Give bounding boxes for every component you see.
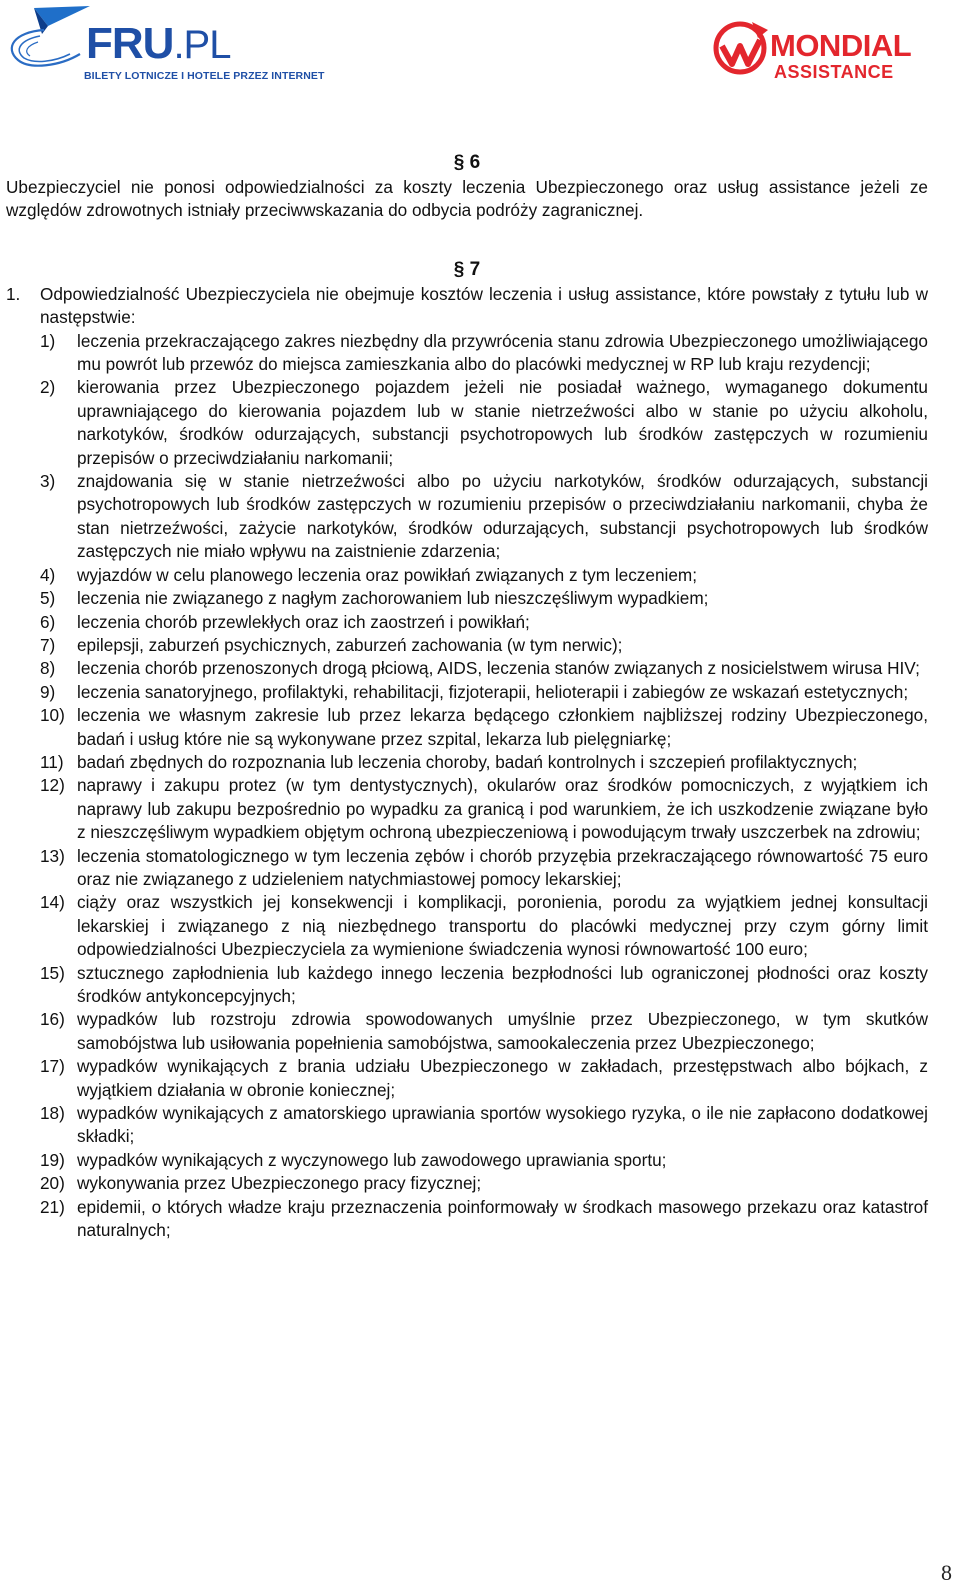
list-item-number: 16)	[40, 1009, 65, 1030]
mondial-brand: MONDIAL	[770, 28, 912, 63]
list-item	[40, 681, 928, 704]
fru-pl-logo	[4, 4, 324, 82]
list-item-number: 20)	[40, 1173, 65, 1194]
list-item-text: leczenia chorób przenoszonych drogą płciową, AIDS, leczenia stanów związanych z nosicielstwem wirusa HIV;	[77, 658, 920, 679]
list-item-number: 5)	[40, 588, 56, 609]
list-item-text: sztucznego zapłodnienia lub każdego innego leczenia bezpłodności lub ograniczonej płodności oraz koszty środków antykoncepcyjnych;	[77, 962, 928, 1006]
list-item-number: 15)	[40, 962, 65, 983]
list-item	[40, 564, 928, 587]
list-item-text: wypadków wynikających z brania udziału Ubezpieczonego w zakładach, przestępstwach albo bójkach, z wyjątkiem działania w obronie koniecznej;	[77, 1056, 928, 1100]
section-7-heading: § 7	[453, 258, 481, 280]
list-item-text: badań zbędnych do rozpoznania lub leczenia choroby, badań kontrolnych i szczepień profilaktycznych;	[77, 751, 858, 772]
list-item-number: 1)	[40, 330, 56, 351]
mondial-globe-icon	[712, 18, 770, 76]
list-item-number: 2)	[40, 377, 56, 398]
list-item-number: 18)	[40, 1103, 65, 1124]
list-item-text: kierowania przez Ubezpieczonego pojazdem jeżeli nie posiadał ważnego, wymaganego dokumentu uprawniającego do kierowania pojazdem lub w stanie nietrzeźwości albo w stanie po użyciu alkoholu, narkotyków, środków odurzających, substancji psychotropowych lub środków zastępczych w rozumieniu przepisów o przeciwdziałaniu narkomanii;	[77, 377, 928, 468]
list-item	[40, 657, 928, 680]
list-item-number: 9)	[40, 681, 56, 702]
fru-brand: FRU.PL	[86, 19, 231, 68]
list-item-number: 17)	[40, 1056, 65, 1077]
mondial-assistance-logo	[712, 14, 952, 86]
list-item	[40, 1196, 928, 1243]
section-6-heading: § 6	[453, 152, 481, 173]
list-item	[40, 704, 928, 751]
list-item-number: 4)	[40, 564, 56, 585]
list-item	[40, 634, 928, 657]
intro-text: Odpowiedzialność Ubezpieczyciela nie obejmuje kosztów leczenia i usług assistance, które powstały z tytułu lub w następstwie:	[40, 283, 928, 328]
list-item	[40, 1008, 928, 1055]
list-item	[40, 587, 928, 610]
list-item-text: wypadków wynikających z wyczynowego lub zawodowego uprawiania sportu;	[77, 1149, 667, 1170]
list-item	[40, 470, 928, 564]
list-item-number: 14)	[40, 892, 65, 913]
list-item-text: wyjazdów w celu planowego leczenia oraz powikłań związanych z tym leczeniem;	[77, 564, 697, 585]
list-item-text: znajdowania się w stanie nietrzeźwości albo po użyciu narkotyków, środków odurzających, substancji psychotropowych lub środków zastępczych w rozumieniu przepisów o przeciwdziałaniu narkomanii, chyba że stan nietrzeźwości, zażycie narkotyków, środków odurzających, substancji psychotropowych lub środków zastępczych nie miało wpływu na zaistnienie zdarzenia;	[77, 471, 928, 562]
list-item	[40, 1149, 928, 1172]
list-item-text: wykonywania przez Ubezpieczonego pracy fizycznej;	[77, 1173, 482, 1194]
list-item-text: naprawy i zakupu protez (w tym dentystycznych), okularów oraz środków pomocniczych, z wyjątkiem ich naprawy lub zakupu bezpośrednio po wypadku za granicą i pod warunkiem, że ich uszkodzenie związane było z nieszczęśliwym wypadkiem objętym ochroną ubezpieczeniową i powodującym trwały uszczerbek na zdrowiu;	[77, 775, 928, 843]
list-item-number: 19)	[40, 1149, 65, 1170]
list-item-text: leczenia stomatologicznego w tym leczenia zębów i chorób przyzębia przekraczającego równowartość 75 euro oraz nie związanego z udzieleniem natychmiastowej pomocy lekarskiej;	[77, 845, 928, 889]
list-item-number: 12)	[40, 775, 65, 796]
list-item-text: epilepsji, zaburzeń psychicznych, zaburzeń zachowania (w tym nerwic);	[77, 634, 623, 655]
assistance-brand: ASSISTANCE	[774, 62, 894, 82]
list-item-number: 10)	[40, 705, 65, 726]
spacer	[6, 223, 928, 257]
exclusion-list	[40, 330, 928, 1243]
list-item	[40, 1172, 928, 1195]
list-item-text: leczenia przekraczającego zakres niezbędny dla przywrócenia stanu zdrowia Ubezpieczonego umożliwiającego mu powrót lub przewóz do miejsca zamieszkania albo do placówki medycznej w RP lub kraju rezydencji;	[77, 330, 928, 375]
list-item-text: wypadków wynikających z amatorskiego uprawiania sportów wysokiego ryzyka, o ile nie zapłacono dodatkowej składki;	[77, 1103, 928, 1147]
list-item-number: 8)	[40, 658, 56, 679]
list-item	[40, 376, 928, 470]
list-item	[40, 611, 928, 634]
list-item-text: epidemii, o których władze kraju przeznaczenia poinformowały w środkach masowego przekazu oraz katastrof naturalnych;	[77, 1196, 928, 1241]
document-body	[6, 150, 928, 1242]
list-item	[40, 751, 928, 774]
list-item	[40, 774, 928, 844]
list-item	[40, 962, 928, 1009]
paper-plane-icon	[4, 4, 94, 74]
list-item	[40, 1102, 928, 1149]
list-item	[40, 845, 928, 892]
list-item-text: leczenia nie związanego z nagłym zachorowaniem lub nieszczęśliwym wypadkiem;	[77, 588, 709, 609]
list-item	[40, 330, 928, 377]
list-item-text: ciąży oraz wszystkich jej konsekwencji i komplikacji, poronienia, porodu za wyjątkiem jednej konsultacji lekarskiej i związanego z nią niezbędnego transportu do placówki medycznej przy czym górny limit odpowiedzialności Ubezpieczyciela za wymienione świadczenia wynosi równowartość 100 euro;	[77, 892, 928, 960]
page-number: 8	[941, 1560, 952, 1585]
intro-number: 1.	[6, 283, 21, 304]
section-7-intro	[6, 283, 928, 330]
list-item-text: leczenia sanatoryjnego, profilaktyki, rehabilitacji, fizjoterapii, helioterapii i zabiegów ze wskazań estetycznych;	[77, 681, 909, 702]
list-item-text: leczenia we własnym zakresie lub przez lekarza będącego członkiem najbliższej rodziny Ubezpieczonego, badań i usług które nie są wykonywane przez szpital, lekarza lub pielęgniarkę;	[77, 705, 928, 749]
list-item-number: 11)	[40, 751, 64, 772]
list-item-text: wypadków lub rozstroju zdrowia spowodowanych umyślnie przez Ubezpieczonego, w tym skutków samobójstwa lub usiłowania popełnienia samobójstwa, samookaleczenia przez Ubezpieczonego;	[77, 1009, 928, 1053]
list-item-number: 6)	[40, 611, 56, 632]
list-item-number: 3)	[40, 471, 56, 492]
section-6-text: Ubezpieczyciel nie ponosi odpowiedzialności za koszty leczenia Ubezpieczonego oraz usług assistance jeżeli ze względów zdrowotnych istniały przeciwwskazania do odbycia podróży zagranicznej.	[6, 177, 928, 221]
list-item-number: 13)	[40, 845, 65, 866]
list-item	[40, 891, 928, 961]
list-item-text: leczenia chorób przewlekłych oraz ich zaostrzeń i powikłań;	[77, 611, 530, 632]
fru-tagline: BILETY LOTNICZE I HOTELE PRZEZ INTERNET	[84, 70, 325, 82]
list-item	[40, 1055, 928, 1102]
list-item-number: 7)	[40, 634, 56, 655]
list-item-number: 21)	[40, 1196, 65, 1217]
